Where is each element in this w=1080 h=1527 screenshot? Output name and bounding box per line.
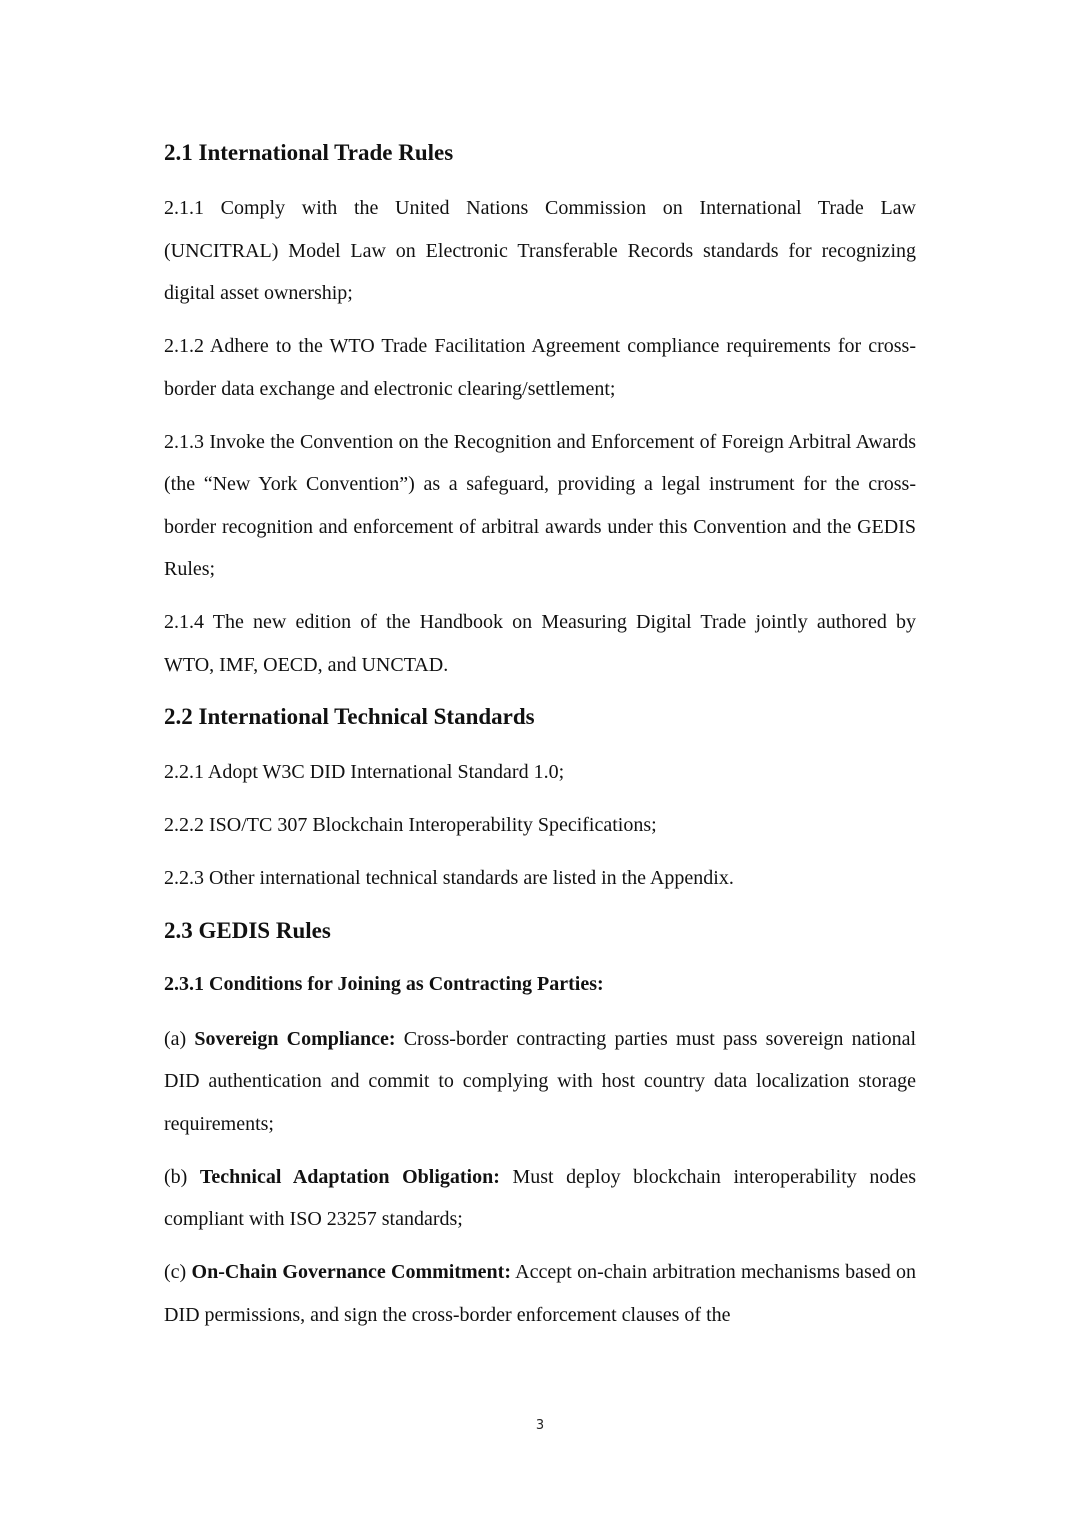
condition-a-term: Sovereign Compliance: bbox=[194, 1027, 396, 1050]
condition-b-text: Must deploy blockchain interoperability nodes compliant with ISO 23257 standards; bbox=[164, 1165, 916, 1230]
condition-a-text: Cross-border contracting parties must pass sovereign national DID authentication and commit to complying with host country data localization storage requirements; bbox=[164, 1027, 917, 1135]
condition-c-prefix: (c) bbox=[164, 1261, 192, 1283]
section-heading-2-3: 2.3 GEDIS Rules bbox=[164, 917, 331, 943]
document-page bbox=[164, 134, 916, 1347]
page-number: 3 bbox=[535, 1418, 545, 1433]
condition-c-term: On-Chain Governance Commitment: bbox=[191, 1261, 511, 1283]
paragraph-2-1-3: 2.1.3 Invoke the Convention on the Recognition and Enforcement of Foreign Arbitral Awards (the “New York Convention”) as a safeguard, providing a legal instrument for the cross-border recognition and enforcement of arbitral awards under this Convention and the GEDIS Rules; bbox=[164, 430, 916, 580]
condition-a-prefix: (a) bbox=[164, 1027, 195, 1050]
condition-c bbox=[164, 1251, 916, 1336]
condition-b-prefix: (b) bbox=[164, 1165, 200, 1188]
condition-b-term: Technical Adaptation Obligation: bbox=[199, 1165, 500, 1188]
section-heading-2-2: 2.2 International Technical Standards bbox=[164, 704, 535, 729]
section-heading-2-1: 2.1 International Trade Rules bbox=[164, 140, 454, 165]
condition-b bbox=[164, 1156, 916, 1241]
condition-c-text: Accept on-chain arbitration mechanisms based on DID permissions, and sign the cross-border enforcement clauses of the bbox=[164, 1261, 917, 1326]
paragraph-2-2-2: 2.2.2 ISO/TC 307 Blockchain Interoperability Specifications; bbox=[164, 814, 657, 836]
paragraph-2-2-3: 2.2.3 Other international technical standards are listed in the Appendix. bbox=[164, 867, 734, 889]
paragraph-2-1-2: 2.1.2 Adhere to the WTO Trade Facilitation Agreement compliance requirements for cross-border data exchange and electronic clearing/settlement; bbox=[164, 335, 916, 400]
condition-a bbox=[164, 1018, 916, 1146]
paragraph-2-2-1: 2.2.1 Adopt W3C DID International Standard 1.0; bbox=[164, 761, 565, 783]
paragraph-2-1-1: 2.1.1 Comply with the United Nations Commission on International Trade Law (UNCITRAL) Model Law on Electronic Transferable Records standards for recognizing digital asset ownership; bbox=[164, 197, 916, 304]
subsection-heading-2-3-1: 2.3.1 Conditions for Joining as Contracting Parties: bbox=[164, 972, 604, 995]
paragraph-2-1-4: 2.1.4 The new edition of the Handbook on Measuring Digital Trade jointly authored by WTO, IMF, OECD, and UNCTAD. bbox=[164, 611, 916, 676]
